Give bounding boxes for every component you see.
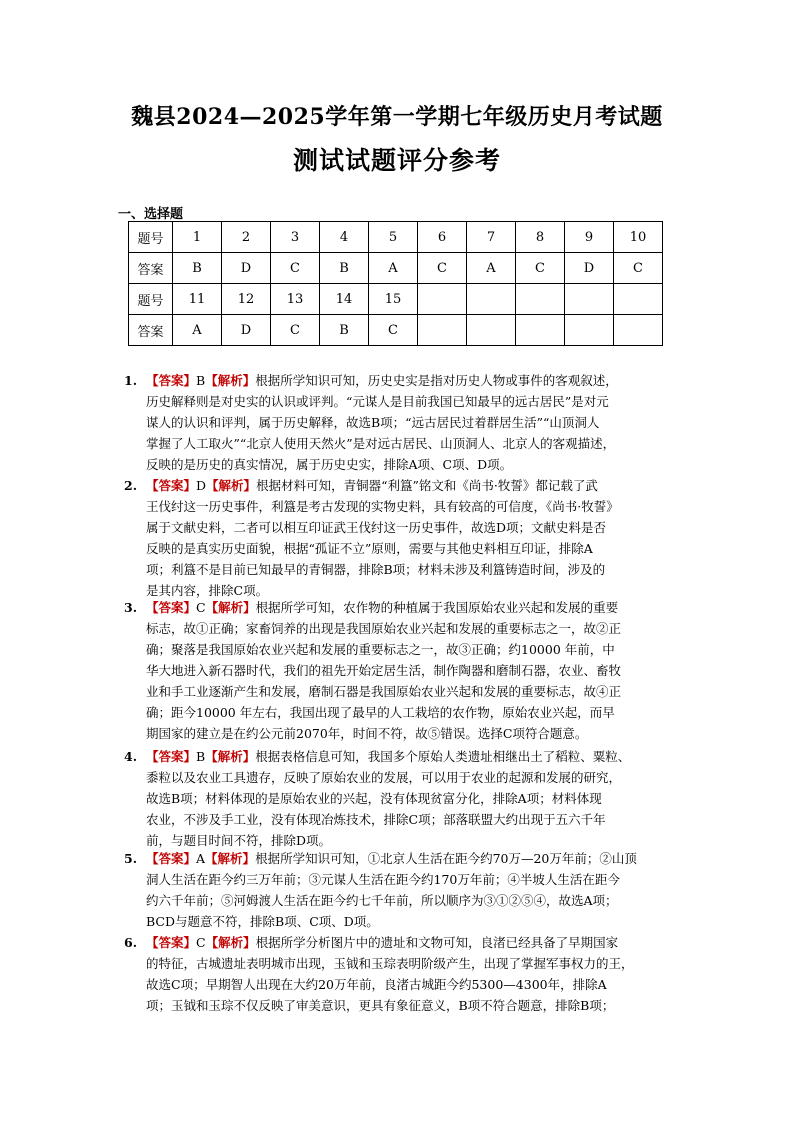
answer-tag: 【答案】 [146, 851, 197, 866]
question-number-cell: 10 [614, 222, 663, 253]
analysis-tag: 【解析】 [205, 373, 256, 388]
question-number-cell [516, 284, 565, 315]
answer-tag: 【答案】 [146, 478, 197, 493]
answer-value: A [196, 851, 206, 866]
document-subtitle: 测试试题评分参考 [292, 146, 501, 175]
explanation-text: 故选B项；材料体现的是原始农业的兴起，没有体现贫富分化，排除A项；材料体现 [146, 791, 602, 806]
question-number-cell: 15 [369, 284, 418, 315]
explanation-text: 华大地进入新石器时代，我们的祖先开始定居生活，制作陶器和磨制石器，农业、畜牧 [146, 663, 622, 678]
question-number-cell [467, 284, 516, 315]
explanation-text: 约六千年前；⑤河姆渡人生活在距今约七千年前，所以顺序为③①②⑤④，故选A项； [146, 893, 618, 908]
table-row-answers [129, 253, 663, 284]
question-number-cell: 13 [271, 284, 320, 315]
answer-cell: A [173, 315, 222, 346]
question-number: 5. [124, 851, 138, 866]
explanation-text: 的特征，古城遗址表明城市出现，玉钺和玉琮表明阶级产生，出现了掌握军事权力的王， [146, 956, 634, 971]
answer-value: C [196, 935, 206, 950]
answer-value: C [196, 600, 206, 615]
explanation-item [118, 932, 678, 1016]
explanation-item [118, 746, 678, 851]
answer-tag: 【答案】 [146, 373, 197, 388]
row-header-answer: 答案 [129, 253, 173, 284]
answer-cell: C [271, 253, 320, 284]
explanation-text: BCD与题意不符，排除B项、C项、D项。 [146, 914, 379, 929]
answer-cell [467, 315, 516, 346]
question-number: 2. [124, 478, 138, 493]
answer-table [128, 221, 663, 346]
explanation-text: 根据所学知识可知，历史史实是指对历史人物或事件的客观叙述， [255, 373, 618, 388]
explanation-text: 故选C项；早期智人出现在大约20万年前，良渚古城距今约5300—4300年，排除A [146, 977, 607, 992]
explanation-text: 期国家的建立是在约公元前2070年，时间不符，故⑤错误。选择C项符合题意。 [146, 726, 588, 741]
answer-value: D [196, 478, 207, 493]
explanation-text: 反映的是真实历史面貌，根据“孤证不立”原则，需要与其他史料相互印证，排除A [146, 541, 593, 556]
row-header-question: 题号 [129, 222, 173, 253]
answer-cell: D [222, 253, 271, 284]
explanation-text: 根据所学分析图片中的遗址和文物可知，良渚已经具备了早期国家 [255, 935, 619, 950]
answer-tag: 【答案】 [146, 935, 197, 950]
answer-cell [565, 315, 614, 346]
question-number-cell: 11 [173, 284, 222, 315]
explanation-text: 标志，故①正确；家畜饲养的出现是我国原始农业兴起和发展的重要标志之一，故②正 [146, 621, 622, 636]
question-number-cell [565, 284, 614, 315]
answer-cell: A [467, 253, 516, 284]
section-heading: 一、选择题 [118, 207, 184, 222]
explanation-text: 根据材料可知，青铜器“利簋”铭文和《尚书·牧誓》都记载了武 [256, 478, 598, 493]
answer-value: B [196, 749, 206, 764]
answer-tag: 【答案】 [146, 600, 197, 615]
analysis-tag: 【解析】 [205, 749, 256, 764]
row-header-question: 题号 [129, 284, 173, 315]
explanation-first-line [118, 848, 678, 869]
question-number-cell [418, 284, 467, 315]
explanation-text: 谋人的认识和评判，属于历史解释，故选B项；“远古居民过着群居生活”“山顶洞人 [146, 415, 600, 430]
question-number: 3. [124, 600, 138, 615]
answer-cell [418, 315, 467, 346]
question-number-cell: 5 [369, 222, 418, 253]
explanation-first-line [118, 932, 678, 953]
table-row-question-numbers [129, 222, 663, 253]
explanation-text: 王伐纣这一历史事件，利簋是考古发现的实物史料，具有较高的可信度，《尚书·牧誓》 [146, 499, 619, 514]
answer-tag: 【答案】 [146, 749, 197, 764]
question-number-cell [614, 284, 663, 315]
answer-cell: B [320, 253, 369, 284]
answer-cell: B [320, 315, 369, 346]
question-number: 1. [124, 373, 138, 388]
question-number-cell: 14 [320, 284, 369, 315]
explanation-text: 业和手工业逐渐产生和发展，磨制石器是我国原始农业兴起和发展的重要标志，故④正 [146, 684, 622, 699]
question-number-cell: 7 [467, 222, 516, 253]
explanation-first-line [118, 597, 678, 618]
explanation-text: 属于文献史料，二者可以相互印证武王伐纣这一历史事件，故选D项；文献史料是否 [146, 520, 607, 535]
answer-cell: C [418, 253, 467, 284]
explanation-text: 根据所学可知，农作物的种植属于我国原始农业兴起和发展的重要 [255, 600, 619, 615]
explanation-text: 根据表格信息可知，我国多个原始人类遗址相继出土了稻粒、粟粒、 [255, 749, 631, 764]
answer-value: B [196, 373, 206, 388]
row-header-answer: 答案 [129, 315, 173, 346]
analysis-tag: 【解析】 [205, 851, 256, 866]
question-number-cell: 6 [418, 222, 467, 253]
document-title: 魏县2024—2025学年第一学期七年级历史月考试题 [131, 104, 663, 130]
answer-cell [614, 315, 663, 346]
explanation-first-line [118, 746, 678, 767]
explanation-text: 根据所学知识可知，①北京人生活在距今约70万—20万年前；②山顶 [255, 851, 637, 866]
explanation-text: 确；聚落是我国原始农业兴起和发展的重要标志之一，故③正确；约10000 年前，中 [146, 642, 615, 657]
question-number: 4. [124, 749, 138, 764]
question-number-cell: 8 [516, 222, 565, 253]
question-number-cell: 9 [565, 222, 614, 253]
explanation-text: 黍粒以及农业工具遗存，反映了原始农业的发展，可以用于农业的起源和发展的研究， [146, 770, 622, 785]
question-number-cell: 12 [222, 284, 271, 315]
analysis-tag: 【解析】 [206, 478, 257, 493]
explanation-first-line [118, 475, 678, 496]
table-row-answers [129, 315, 663, 346]
explanation-text: 是其内容，排除C项。 [146, 583, 269, 598]
explanation-item [118, 597, 678, 744]
answer-cell: C [516, 253, 565, 284]
question-number-cell: 4 [320, 222, 369, 253]
table-row-question-numbers [129, 284, 663, 315]
answer-cell: A [369, 253, 418, 284]
question-number-cell: 3 [271, 222, 320, 253]
explanation-text: 历史解释则是对史实的认识或评判。“元谋人是目前我国已知最早的远古居民”是对元 [146, 394, 609, 409]
answer-cell [516, 315, 565, 346]
answer-cell: B [173, 253, 222, 284]
analysis-tag: 【解析】 [205, 935, 256, 950]
explanation-text: 前，与题目时间不符，排除D项。 [146, 833, 332, 848]
explanation-text: 项；玉钺和玉琮不仅反映了审美意识，更具有象征意义，B项不符合题意，排除B项； [146, 998, 615, 1013]
answer-cell: D [565, 253, 614, 284]
explanation-text: 反映的是历史的真实情况，属于历史史实，排除A项、C项、D项。 [146, 457, 513, 472]
analysis-tag: 【解析】 [205, 600, 256, 615]
answer-cell: C [369, 315, 418, 346]
explanation-item [118, 475, 678, 601]
question-number-cell: 2 [222, 222, 271, 253]
explanation-item [118, 370, 678, 475]
explanation-text: 洞人生活在距今约三万年前；③元谋人生活在距今约170万年前；④半坡人生活在距今 [146, 872, 620, 887]
question-number: 6. [124, 935, 138, 950]
explanation-text: 确；距今10000 年左右，我国出现了最早的人工栽培的农作物，原始农业兴起，而早 [146, 705, 615, 720]
explanation-item [118, 848, 678, 932]
explanation-text: 项；利簋不是目前已知最早的青铜器，排除B项；材料未涉及利簋铸造时间，涉及的 [146, 562, 606, 577]
question-number-cell: 1 [173, 222, 222, 253]
answer-cell: C [614, 253, 663, 284]
explanation-first-line [118, 370, 678, 391]
explanation-text: 掌握了人工取火”“北京人使用天然火”是对远古居民、山顶洞人、北京人的客观描述， [146, 436, 616, 451]
answer-cell: D [222, 315, 271, 346]
explanation-text: 农业，不涉及手工业，没有体现冶炼技术，排除C项；部落联盟大约出现于五六千年 [146, 812, 606, 827]
answer-cell: C [271, 315, 320, 346]
